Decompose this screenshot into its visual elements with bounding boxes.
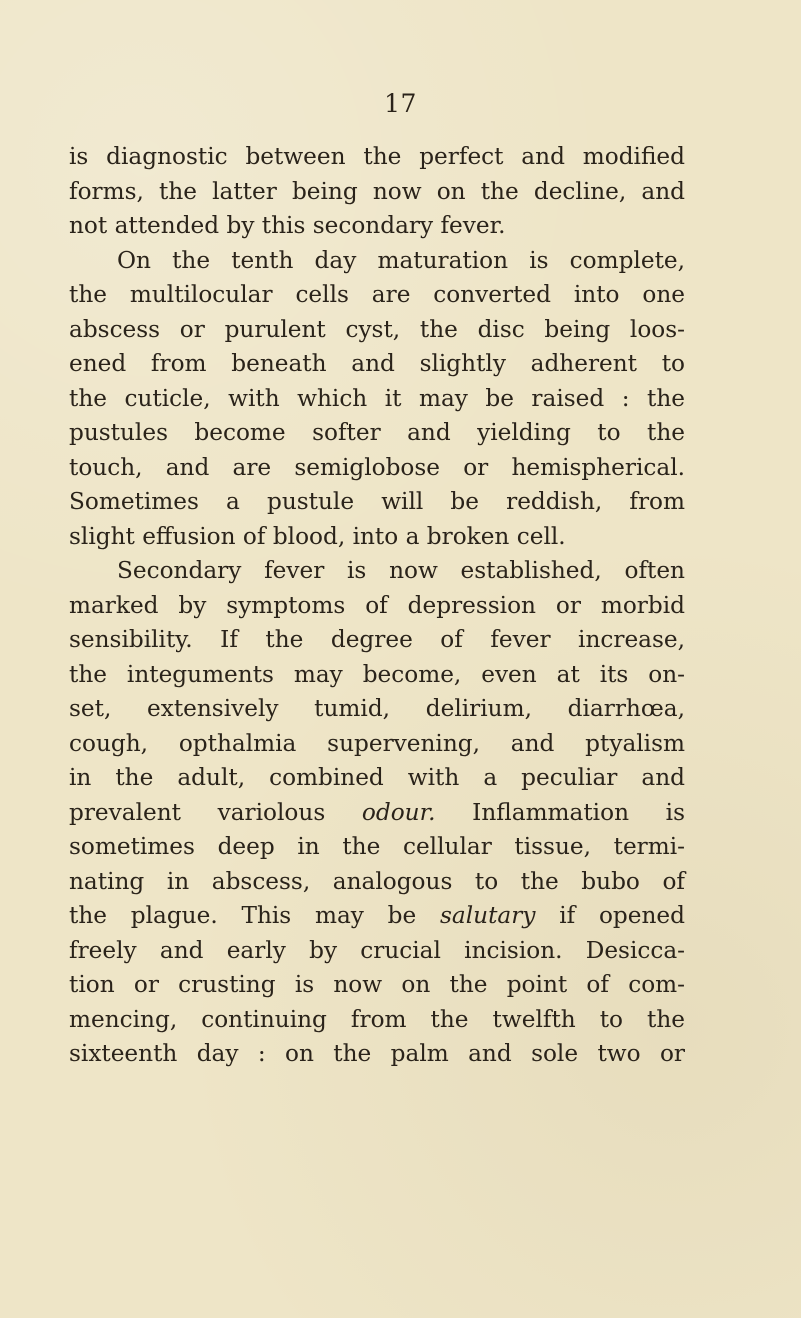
text-line: in the adult, combined with a peculiar and [69,764,685,791]
text-line: freely and early by crucial incision. Desicca- [69,936,685,964]
body-text [69,140,685,1072]
text-line: slight effusion of blood, into a broken cell. [69,522,566,550]
text-segment: prevalent variolous [69,798,362,826]
text-line: tion or crusting is now on the point of com- [69,971,685,998]
text-line: is diagnostic between the perfect and modified [69,143,685,170]
page-number: 17 [384,89,417,118]
text-line: the multilocular cells are converted into one [69,281,685,308]
text-line: nating in abscess, analogous to the bubo of [69,867,685,895]
text-line: sometimes deep in the cellular tissue, termi- [69,833,685,860]
text-line: sixteenth day : on the palm and sole two or [69,1040,685,1067]
text-line: set, extensively tumid, delirium, diarrhœa, [69,695,685,722]
text-segment: Inflammation is [435,798,685,826]
text-line: not attended by this secondary fever. [69,212,506,239]
paragraph-start-line: Secondary fever is now established, often [117,557,685,584]
text-line: abscess or purulent cyst, the disc being loos- [69,315,685,343]
text-line: ened from beneath and slightly adherent to [69,350,685,377]
text-line: Sometimes a pustule will be reddish, from [69,488,685,515]
text-line: mencing, continuing from the twelfth to the [69,1005,685,1033]
text-line: cough, opthalmia supervening, and ptyalism [69,729,685,757]
text-line: the cuticle, with which it may be raised : the [69,384,685,412]
text-segment: if opened [535,902,685,929]
text-line [69,899,685,934]
text-line: pustules become softer and yielding to the [69,419,685,446]
text-line: the integuments may become, even at its on- [69,660,685,688]
text-line: marked by symptoms of depression or morbid [69,591,685,619]
italic-word: salutary [440,902,536,929]
paragraph-start-line: On the tenth day maturation is complete, [117,246,685,274]
text-line [69,796,685,831]
text-line: forms, the latter being now on the decline, and [69,177,685,205]
text-segment: the plague. This may be [69,902,441,929]
text-line: sensibility. If the degree of fever increase, [69,626,685,653]
italic-word: odour. [361,798,436,826]
text-line: touch, and are semiglobose or hemispherical. [69,453,685,481]
